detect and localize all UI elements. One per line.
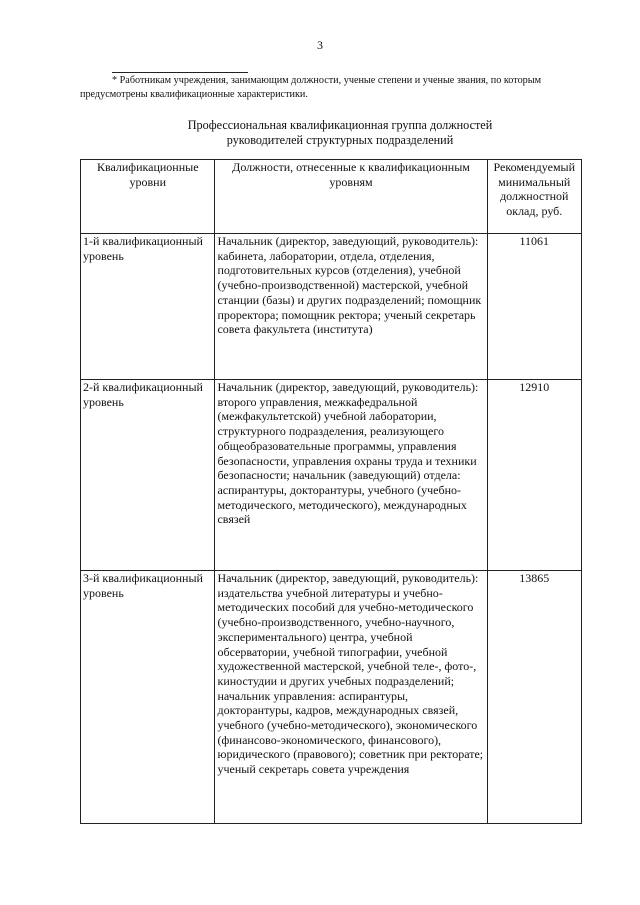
level-cell: 2-й квалификационный уровень [81,380,215,571]
positions-text: Начальник (директор, заведующий, руководитель): кабинета, лаборатории, отдела, отделения, подготовительных курсов (отделения), учебной (учебно-производственной) мастерской, учебной станции (базы) и других подразделений; помощник проректора; помощник ректора; ученый секретарь совета факультета (института) [217,234,482,337]
positions-cell [215,380,487,571]
positions-text-continued: начальник управления: аспирантуры, докторантуры, кадров, международных связей, учебного (учебно-методического), экономического (финансово-экономического, финансового), юридического (правового); советник при ректорате; ученый секретарь совета учреждения [217,688,484,777]
table-title [80,118,600,148]
footnote: * Работникам учреждения, занимающим должности, ученые степени и ученые звания, по которым предусмотрены квалификационные характеристики. [80,75,542,100]
positions-cell [215,571,487,824]
salary-cell: 11061 [487,234,581,380]
salary-cell: 13865 [487,571,581,824]
header-salary: Рекомендуемый минимальный должностной оклад, руб. [487,160,581,234]
positions-text: Начальник (директор, заведующий, руководитель): издательства учебной литературы и учебно-методических пособий для учебно-методического (учебно-производственного, учебно-научного, экспериментального) центра, учебной обсерватории, учебной типографии, учебной художественной мастерской, учебной теле-, фото-, киностудии и других учебных подразделений; [217,571,479,688]
positions-cell [215,234,487,380]
page-number: 3 [317,38,323,52]
table-title-line-2: руководителей структурных подразделений [226,133,454,147]
table-row [81,234,582,380]
level-cell: 3-й квалификационный уровень [81,571,215,824]
table-row [81,571,582,824]
salary-cell: 12910 [487,380,581,571]
table-row [81,380,582,571]
header-positions: Должности, отнесенные к квалификационным уровням [215,160,487,234]
qualification-table [80,159,582,824]
positions-text: Начальник (директор, заведующий, руководитель): второго управления, межкафедральной (межфакультетской) учебной лаборатории, структурного подразделения, реализующего общеобразовательные программы, управления безопасности, управления охраны труда и техники безопасности; начальник (заведующий) отдела: аспирантуры, докторантуры, учебного (учебно-методического, методического), международных связей [217,380,479,527]
level-cell: 1-й квалификационный уровень [81,234,215,380]
header-level: Квалификационные уровни [81,160,215,234]
footnote-divider [112,72,248,73]
table-header-row [81,160,582,234]
table-title-line-1: Профессиональная квалификационная группа должностей [187,118,493,132]
